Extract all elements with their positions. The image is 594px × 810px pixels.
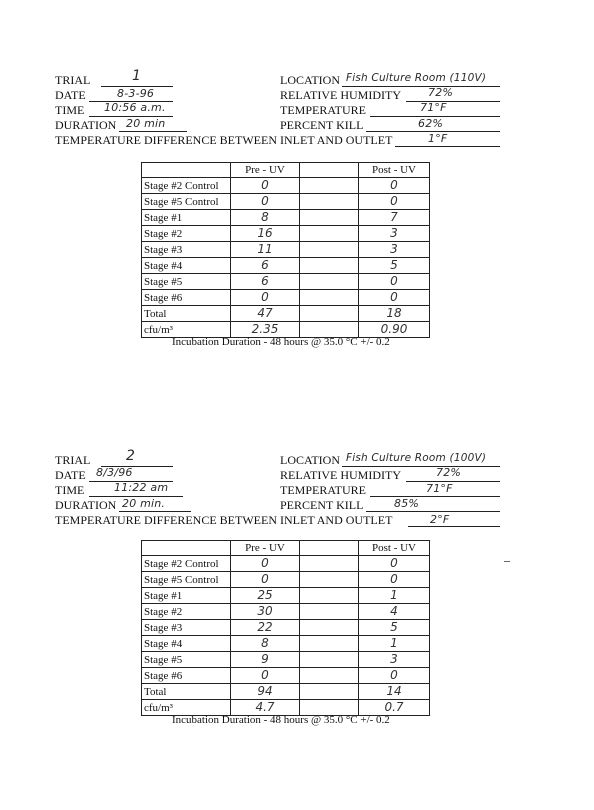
post-uv-handwritten: 0 <box>390 194 398 208</box>
post-uv-handwritten: 0 <box>390 572 398 586</box>
gap-cell <box>300 668 359 684</box>
location-label: LOCATION <box>280 73 340 87</box>
header-gap-cell <box>300 541 359 556</box>
header-stage-cell <box>142 541 231 556</box>
header-stage-cell <box>142 163 231 178</box>
post-uv-handwritten: 5 <box>390 620 398 634</box>
stage-label: Stage #5 <box>142 274 231 290</box>
gap-cell <box>300 242 359 258</box>
gap-cell <box>300 290 359 306</box>
post-uv-value <box>359 306 430 322</box>
table-row <box>142 556 430 572</box>
location-line <box>342 466 500 467</box>
location-value: Fish Culture Room (100V) <box>346 452 487 464</box>
post-uv-handwritten: 7 <box>390 210 398 224</box>
table-row <box>142 274 430 290</box>
pre-uv-handwritten: 0 <box>261 290 269 304</box>
table-row <box>142 194 430 210</box>
post-uv-handwritten: 3 <box>390 226 398 240</box>
pre-uv-handwritten: 6 <box>261 274 269 288</box>
stage-label: Stage #1 <box>142 588 231 604</box>
stage-label: Stage #1 <box>142 210 231 226</box>
pre-uv-handwritten: 47 <box>257 306 273 320</box>
table-body <box>142 163 430 338</box>
date-label: DATE <box>55 88 86 102</box>
post-uv-handwritten: 0 <box>390 290 398 304</box>
stage-label: Stage #4 <box>142 258 231 274</box>
time-label: TIME <box>55 483 85 497</box>
gap-cell <box>300 258 359 274</box>
trial-1-block <box>0 0 594 380</box>
gap-cell <box>300 556 359 572</box>
header-pre-uv: Pre - UV <box>231 163 300 178</box>
date-label: DATE <box>55 468 86 482</box>
stage-label: cfu/m³ <box>142 322 231 338</box>
pre-uv-handwritten: 25 <box>257 588 273 602</box>
pre-uv-value <box>231 194 300 210</box>
table-row <box>142 604 430 620</box>
duration-value: 20 min. <box>122 497 166 510</box>
pre-uv-handwritten: 8 <box>261 636 269 650</box>
gap-cell <box>300 194 359 210</box>
pre-uv-handwritten: 6 <box>261 258 269 272</box>
temp-difference-value: 1°F <box>428 132 448 145</box>
time-value: 11:22 am <box>114 481 169 494</box>
stage-label: cfu/m³ <box>142 700 231 716</box>
pre-uv-handwritten: 16 <box>257 226 273 240</box>
post-uv-value <box>359 194 430 210</box>
stage-label: Stage #4 <box>142 636 231 652</box>
post-uv-value <box>359 242 430 258</box>
post-uv-handwritten: 14 <box>386 684 402 698</box>
duration-line <box>119 511 191 512</box>
pre-uv-handwritten: 2.35 <box>251 322 279 336</box>
temperature-value: 71°F <box>420 101 447 114</box>
results-table <box>141 162 430 338</box>
pre-uv-value <box>231 652 300 668</box>
stage-label: Stage #3 <box>142 620 231 636</box>
gap-cell <box>300 604 359 620</box>
table-row <box>142 572 430 588</box>
post-uv-handwritten: 5 <box>390 258 398 272</box>
table-row <box>142 258 430 274</box>
pre-uv-value <box>231 306 300 322</box>
stage-label: Stage #5 Control <box>142 194 231 210</box>
table-row <box>142 290 430 306</box>
date-value: 8/3/96 <box>96 466 133 479</box>
pre-uv-value <box>231 604 300 620</box>
post-uv-value <box>359 226 430 242</box>
post-uv-value <box>359 636 430 652</box>
stage-label: Stage #6 <box>142 290 231 306</box>
pre-uv-value <box>231 684 300 700</box>
stray-mark <box>504 561 510 562</box>
duration-label: DURATION <box>55 498 117 512</box>
pre-uv-value <box>231 242 300 258</box>
percent-kill-value: 85% <box>394 497 420 510</box>
gap-cell <box>300 210 359 226</box>
gap-cell <box>300 620 359 636</box>
temp-difference-line <box>395 146 500 147</box>
post-uv-value <box>359 178 430 194</box>
post-uv-handwritten: 18 <box>386 306 402 320</box>
pre-uv-handwritten: 0 <box>261 668 269 682</box>
temp-difference-value: 2°F <box>430 513 450 526</box>
table-header-row <box>142 163 430 178</box>
incubation-note: Incubation Duration - 48 hours @ 35.0 °C +/- 0.2 <box>172 336 390 348</box>
table-row <box>142 668 430 684</box>
trial-label: TRIAL <box>55 453 91 467</box>
post-uv-value <box>359 604 430 620</box>
table-row <box>142 306 430 322</box>
header-pre-uv: Pre - UV <box>231 541 300 556</box>
post-uv-value <box>359 652 430 668</box>
percent-kill-line <box>366 511 500 512</box>
pre-uv-value <box>231 668 300 684</box>
time-label: TIME <box>55 103 85 117</box>
pre-uv-handwritten: 0 <box>261 178 269 192</box>
post-uv-handwritten: 4 <box>390 604 398 618</box>
pre-uv-handwritten: 9 <box>261 652 269 666</box>
gap-cell <box>300 588 359 604</box>
pre-uv-value <box>231 620 300 636</box>
humidity-line <box>406 481 500 482</box>
location-line <box>342 86 500 87</box>
temp-difference-line <box>408 526 500 527</box>
gap-cell <box>300 636 359 652</box>
pre-uv-handwritten: 4.7 <box>255 700 275 714</box>
pre-uv-handwritten: 0 <box>261 556 269 570</box>
pre-uv-value <box>231 588 300 604</box>
post-uv-value <box>359 290 430 306</box>
location-label: LOCATION <box>280 453 340 467</box>
stage-label: Stage #6 <box>142 668 231 684</box>
pre-uv-handwritten: 94 <box>257 684 273 698</box>
post-uv-value <box>359 668 430 684</box>
trial-label: TRIAL <box>55 73 91 87</box>
temperature-label: TEMPERATURE <box>280 483 367 497</box>
post-uv-handwritten: 1 <box>390 588 398 602</box>
table-row <box>142 210 430 226</box>
pre-uv-handwritten: 8 <box>261 210 269 224</box>
trial-number: 2 <box>126 448 136 464</box>
duration-value: 20 min <box>126 117 166 130</box>
post-uv-value <box>359 556 430 572</box>
post-uv-handwritten: 1 <box>390 636 398 650</box>
stage-label: Stage #2 <box>142 226 231 242</box>
table-row <box>142 684 430 700</box>
temperature-label: TEMPERATURE <box>280 103 367 117</box>
post-uv-handwritten: 3 <box>390 652 398 666</box>
percent-kill-label: PERCENT KILL <box>280 498 364 512</box>
post-uv-handwritten: 0.7 <box>384 700 404 714</box>
pre-uv-value <box>231 556 300 572</box>
header-post-uv: Post - UV <box>359 541 430 556</box>
pre-uv-value <box>231 226 300 242</box>
humidity-label: RELATIVE HUMIDITY <box>280 88 401 102</box>
stage-label: Total <box>142 684 231 700</box>
pre-uv-value <box>231 258 300 274</box>
temp-difference-label: TEMPERATURE DIFFERENCE BETWEEN INLET AND OUTLET <box>55 513 393 527</box>
post-uv-value <box>359 258 430 274</box>
post-uv-handwritten: 0 <box>390 556 398 570</box>
post-uv-value <box>359 572 430 588</box>
gap-cell <box>300 306 359 322</box>
pre-uv-value <box>231 572 300 588</box>
pre-uv-handwritten: 0 <box>261 194 269 208</box>
pre-uv-value <box>231 178 300 194</box>
post-uv-handwritten: 0 <box>390 668 398 682</box>
percent-kill-label: PERCENT KILL <box>280 118 364 132</box>
date-value: 8-3-96 <box>117 87 155 100</box>
percent-kill-value: 62% <box>418 117 444 130</box>
stage-label: Stage #3 <box>142 242 231 258</box>
humidity-value: 72% <box>436 466 462 479</box>
post-uv-value <box>359 620 430 636</box>
temp-difference-label: TEMPERATURE DIFFERENCE BETWEEN INLET AND OUTLET <box>55 133 393 147</box>
gap-cell <box>300 178 359 194</box>
pre-uv-value <box>231 210 300 226</box>
table-header-row <box>142 541 430 556</box>
pre-uv-handwritten: 22 <box>257 620 273 634</box>
duration-label: DURATION <box>55 118 117 132</box>
duration-line <box>119 131 187 132</box>
stage-label: Stage #2 Control <box>142 556 231 572</box>
table-row <box>142 178 430 194</box>
header-post-uv: Post - UV <box>359 163 430 178</box>
humidity-label: RELATIVE HUMIDITY <box>280 468 401 482</box>
gap-cell <box>300 684 359 700</box>
table-body <box>142 541 430 716</box>
trial-number: 1 <box>132 68 142 84</box>
post-uv-handwritten: 0 <box>390 178 398 192</box>
stage-label: Stage #5 Control <box>142 572 231 588</box>
post-uv-handwritten: 0.90 <box>380 322 408 336</box>
gap-cell <box>300 274 359 290</box>
gap-cell <box>300 572 359 588</box>
pre-uv-value <box>231 636 300 652</box>
gap-cell <box>300 226 359 242</box>
pre-uv-handwritten: 0 <box>261 572 269 586</box>
post-uv-value <box>359 210 430 226</box>
stage-label: Stage #2 Control <box>142 178 231 194</box>
table-row <box>142 636 430 652</box>
stage-label: Stage #5 <box>142 652 231 668</box>
temperature-line <box>370 496 500 497</box>
stage-label: Total <box>142 306 231 322</box>
post-uv-handwritten: 0 <box>390 274 398 288</box>
gap-cell <box>300 652 359 668</box>
trial-2-block <box>0 380 594 760</box>
pre-uv-handwritten: 11 <box>257 242 273 256</box>
table-row <box>142 588 430 604</box>
table-row <box>142 652 430 668</box>
header-gap-cell <box>300 163 359 178</box>
post-uv-value <box>359 588 430 604</box>
stage-label: Stage #2 <box>142 604 231 620</box>
location-value: Fish Culture Room (110V) <box>346 72 487 84</box>
pre-uv-handwritten: 30 <box>257 604 273 618</box>
table-row <box>142 620 430 636</box>
post-uv-handwritten: 3 <box>390 242 398 256</box>
pre-uv-value <box>231 274 300 290</box>
incubation-note: Incubation Duration - 48 hours @ 35.0 °C +/- 0.2 <box>172 714 390 726</box>
post-uv-value <box>359 684 430 700</box>
post-uv-value <box>359 274 430 290</box>
humidity-value: 72% <box>428 86 454 99</box>
results-table <box>141 540 430 716</box>
time-value: 10:56 a.m. <box>104 101 166 114</box>
table-row <box>142 242 430 258</box>
pre-uv-value <box>231 290 300 306</box>
temperature-value: 71°F <box>426 482 453 495</box>
table-row <box>142 226 430 242</box>
